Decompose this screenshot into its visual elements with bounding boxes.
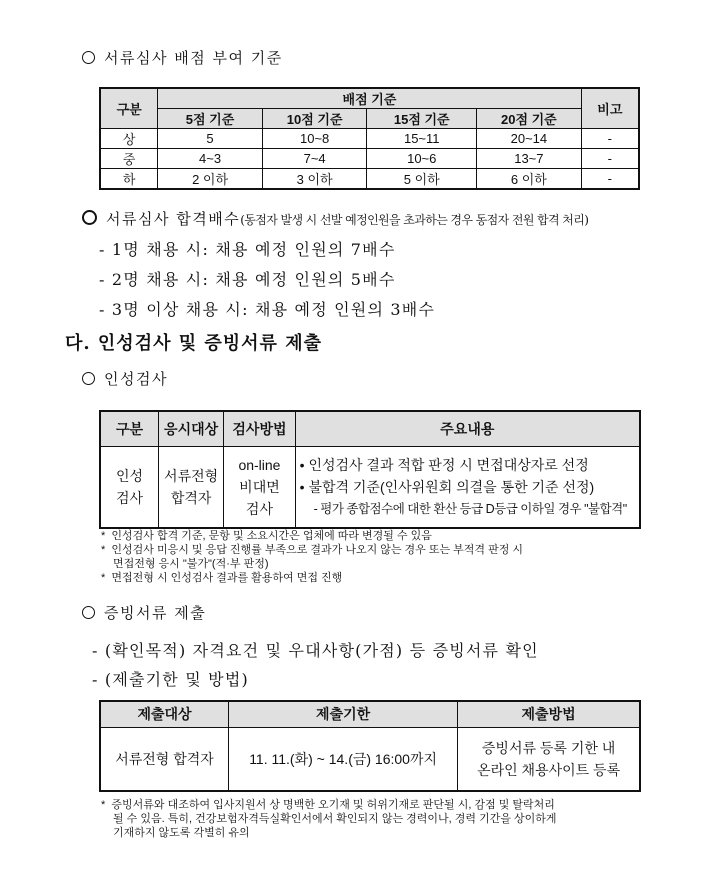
- score-cell: 5 이하: [367, 169, 477, 190]
- list-item: [300, 454, 639, 476]
- type-cell: [100, 446, 158, 528]
- list-item: - 2명 채용 시: 채용 예정 인원의 5배수: [99, 270, 396, 289]
- header-category: 구분: [100, 411, 158, 446]
- table-row: [100, 727, 640, 791]
- section-title-note: (동점자 발생 시 선발 예정인원을 초과하는 경우 동점자 전원 합격 처리): [240, 213, 589, 227]
- header-deadline: 제출기한: [229, 701, 458, 727]
- section-title: 인성검사: [104, 370, 168, 388]
- list-item: - (확인목적) 자격요건 및 우대사항(가점) 등 증빙서류 확인: [92, 641, 539, 660]
- content-cell: [295, 446, 640, 528]
- note-text: 인성검사 합격 기준, 문항 및 소요시간은 업체에 따라 변경될 수 있음: [111, 530, 432, 542]
- personality-notes: [101, 529, 641, 585]
- method-line: 검사: [245, 500, 273, 517]
- grade-cell: 상: [100, 129, 158, 149]
- note-text: 인성검사 미응시 및 응답 진행률 부족으로 결과가 나오지 않는 경우 또는 부적격 판정 시: [111, 544, 524, 556]
- score-cell: 5: [158, 129, 263, 149]
- note-item: * 면접전형 시 인성검사 결과를 활용하여 면접 진행: [101, 572, 343, 584]
- method-line: 비대면: [239, 478, 280, 495]
- circle-bullet-icon: [82, 210, 97, 225]
- header-score-criteria: 배점 기준: [158, 88, 581, 109]
- table-row: [100, 149, 639, 169]
- note-cell: -: [581, 149, 639, 169]
- list-item: - (제출기한 및 방법): [92, 670, 249, 689]
- score-cell: 10~8: [262, 129, 367, 149]
- note-item: * 증빙서류와 대조하여 입사지원서 상 명백한 오기재 및 허위기재로 판단될 시, 감점 및 탈락처리: [101, 799, 555, 811]
- score-criteria-table: [99, 87, 640, 190]
- method-line: on-line: [238, 456, 281, 473]
- list-item: - 3명 이상 채용 시: 채용 예정 인원의 3배수: [99, 300, 436, 319]
- score-cell: 7~4: [262, 149, 367, 169]
- bullet-dot-icon: •: [299, 456, 309, 473]
- content-text: 불합격 기준(인사위원회 의결을 통한 기준 선정): [308, 478, 595, 495]
- score-cell: 3 이하: [262, 169, 367, 190]
- table-row: [100, 169, 639, 190]
- header-10pt: 10점 기준: [262, 109, 367, 129]
- score-cell: 13~7: [477, 149, 582, 169]
- note-item: * 인성검사 합격 기준, 문항 및 소요시간은 업체에 따라 변경될 수 있음: [101, 530, 432, 542]
- grade-cell: 하: [100, 169, 158, 190]
- list-item: [300, 476, 639, 498]
- method-cell: [224, 446, 295, 528]
- section-pass-multiple-heading: [82, 208, 588, 229]
- method-cell: [458, 727, 640, 791]
- score-cell: 10~6: [367, 149, 477, 169]
- target-line: 합격자: [170, 489, 212, 506]
- score-cell: 15~11: [367, 129, 477, 149]
- header-content: 주요내용: [295, 411, 640, 446]
- method-line: 증빙서류 등록 기한 내: [481, 739, 616, 756]
- header-note: 비고: [581, 88, 639, 129]
- sub-list-item: - 평가 종합점수에 대한 환산 등급 D등급 이하일 경우 "불합격": [313, 501, 627, 516]
- method-line: 온라인 채용사이트 등록: [477, 761, 621, 778]
- content-text: 인성검사 결과 적합 판정 시 면접대상자로 선정: [308, 456, 589, 473]
- target-cell: 서류전형 합격자: [100, 727, 229, 791]
- section-d-heading: 다. 인성검사 및 증빙서류 제출: [65, 333, 322, 354]
- note-item: * 인성검사 미응시 및 응답 진행률 부족으로 결과가 나오지 않는 경우 또는 부적격 판정 시: [101, 544, 524, 556]
- document-submission-table: [99, 700, 641, 792]
- bullet-dot-icon: •: [299, 478, 309, 495]
- circle-bullet-icon: [82, 606, 95, 619]
- note-item: 면접전형 응시 "불가"(적·부 판정): [113, 558, 269, 570]
- header-target: 제출대상: [100, 701, 229, 727]
- score-cell: 6 이하: [477, 169, 582, 190]
- note-item: 기재하지 않도록 각별히 유의: [113, 827, 250, 839]
- score-cell: 2 이하: [158, 169, 263, 190]
- note-cell: -: [581, 169, 639, 190]
- table-row: [100, 129, 639, 149]
- list-item: - 1명 채용 시: 채용 예정 인원의 7배수: [99, 240, 396, 259]
- header-method: 검사방법: [224, 411, 295, 446]
- target-cell: [158, 446, 223, 528]
- type-line: 인성: [115, 467, 143, 484]
- score-cell: 20~14: [477, 129, 582, 149]
- deadline-cell: 11. 11.(화) ~ 14.(금) 16:00까지: [229, 727, 458, 791]
- header-15pt: 15점 기준: [367, 109, 477, 129]
- target-line: 서류전형: [164, 467, 219, 484]
- section-personality-test-heading: [82, 368, 168, 389]
- header-method: 제출방법: [458, 701, 640, 727]
- circle-bullet-icon: [82, 51, 95, 64]
- header-5pt: 5점 기준: [158, 109, 263, 129]
- circle-bullet-icon: [82, 372, 95, 385]
- section-documents-heading: [82, 602, 206, 623]
- score-cell: 4~3: [158, 149, 263, 169]
- section-title: 서류심사 합격배수: [106, 210, 241, 228]
- header-category: 구분: [100, 88, 158, 129]
- section-score-criteria-heading: [82, 47, 283, 68]
- header-20pt: 20점 기준: [477, 109, 582, 129]
- section-title: 서류심사 배점 부여 기준: [104, 49, 283, 67]
- grade-cell: 중: [100, 149, 158, 169]
- note-text: 면접전형 시 인성검사 결과를 활용하여 면접 진행: [111, 572, 343, 584]
- type-line: 검사: [115, 489, 143, 506]
- document-notes: [101, 798, 646, 840]
- note-item: 될 수 있음. 특히, 건강보험자격득실확인서에서 확인되지 않는 경력이나, 경력 기간을 상이하게: [113, 813, 557, 825]
- note-cell: -: [581, 129, 639, 149]
- header-target: 응시대상: [158, 411, 223, 446]
- table-row: [100, 446, 640, 528]
- section-title: 증빙서류 제출: [104, 604, 207, 622]
- personality-test-table: [99, 410, 641, 529]
- note-text: 증빙서류와 대조하여 입사지원서 상 명백한 오기재 및 허위기재로 판단될 시, 감점 및 탈락처리: [111, 799, 555, 811]
